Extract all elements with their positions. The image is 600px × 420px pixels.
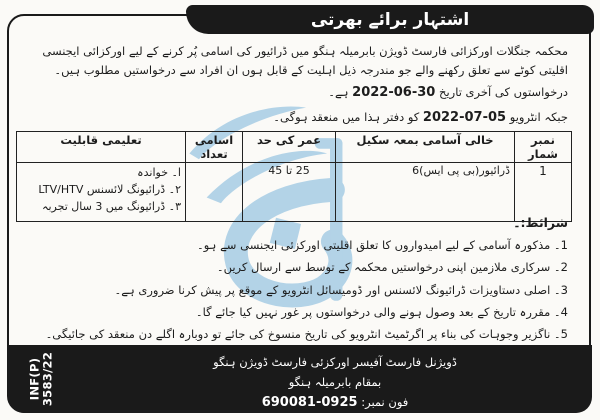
deadline-date: 30-06-2022 (352, 85, 436, 100)
cell-age-limit: 25 تا 45 (243, 163, 336, 222)
header-vacant-post: خالی آسامی بمعہ سکیل (336, 132, 515, 163)
cell-serial-number: 1 (515, 163, 572, 222)
conditions-section (30, 212, 568, 345)
header-serial-number: نمبر شمار (515, 132, 572, 163)
interview-prefix: جبکہ انٹرویو (509, 110, 568, 124)
header-number-of-posts: اسامی تعداد (186, 132, 243, 163)
header-education-qualification: تعلیمی قابلیت (17, 132, 186, 163)
vacancy-table (16, 131, 572, 222)
condition-item-5: 5۔ ناگزیر وجوہات کی بناء پر اگرٹمیٹ انٹرویو کی تاریخ منسوخ کی جائے تو دوبارہ اگلے دن منعقد کی جائیگی۔ (45, 327, 568, 342)
qualification-item: ۲۔ ڈرائیونگ لائسنس LTV/HTV (38, 183, 181, 196)
intro-section (34, 42, 568, 130)
issuer-location: بمقام بابرمیلہ ہنگو (288, 375, 382, 389)
qualification-item: ا۔ خواندہ (137, 166, 181, 179)
header-age-limit: عمر کی حد (243, 132, 336, 163)
deadline-prefix: درخواستوں کی آخری تاریخ (439, 85, 568, 99)
inf-ref-line1: INF(P) (27, 357, 42, 401)
deadline-suffix: ہے۔ (328, 85, 349, 99)
condition-item-4: 4۔ مقررہ تاریخ کے بعد وصول ہونے والی درخواستوں پر غور نہیں کیا جائے گا۔ (195, 304, 568, 319)
condition-item-1: 1۔ مذکورہ آسامی کے لیے امیدواروں کا تعلق اقلیتی اورکزئی ایجنسی سے ہو۔ (197, 238, 568, 252)
interview-suffix: کو دفتر ہذا میں منعقد ہوگی۔ (273, 110, 420, 124)
condition-item-2: 2۔ سرکاری ملازمین اپنی درخواستیں محکمہ کے توسط سے ارسال کریں۔ (216, 260, 568, 275)
interview-date: 05-07-2022 (422, 110, 507, 125)
issuer-block (8, 345, 592, 413)
phone-label: فون نمبر: (361, 395, 409, 409)
footer-bar (8, 345, 592, 413)
qualification-item: ۳۔ ڈرائیونگ میں 3 سال تجربہ (42, 200, 181, 213)
intro-paragraph: محکمہ جنگلات اورکزائی فارسٹ ڈویژن بابرمیلہ ہنگو میں ڈرائیور کی اسامی پُر کرنے کے لیے اورکزائی ایجنسی اقلیتی کوٹے سے تعلق رکھنے والے جو مندرجہ ذیل اہلیت کے قابل ہوں ان افراد سے درخواستیں مطلوب ہیں۔ (42, 44, 568, 77)
interview-date-line (34, 105, 568, 130)
cell-post-title: ڈرائیور(بی پی ایس)6 (336, 163, 515, 222)
title-bar (186, 5, 594, 34)
inf-ref-line2: 3583/22 (40, 351, 55, 407)
condition-item-3: 3۔ اصلی دستاویزات ڈرائیونگ لائسنس اور ڈومیسائل انٹرویو کے موقع پر پیش کرنا ضروری ہے۔ (114, 282, 568, 297)
application-deadline-line (34, 80, 568, 105)
ad-title: اشتہار برائے بھرتی (310, 10, 470, 30)
table-header-row (17, 132, 572, 163)
inf-reference-number (29, 352, 54, 406)
phone-line (78, 392, 592, 413)
issuing-officer: ڈویژنل فارسٹ آفیسر اورکزئی فارسٹ ڈویژن ہنگو (213, 355, 457, 369)
conditions-heading: شرائط:۔ (513, 215, 568, 230)
phone-number: 0925-690081 (261, 395, 358, 410)
